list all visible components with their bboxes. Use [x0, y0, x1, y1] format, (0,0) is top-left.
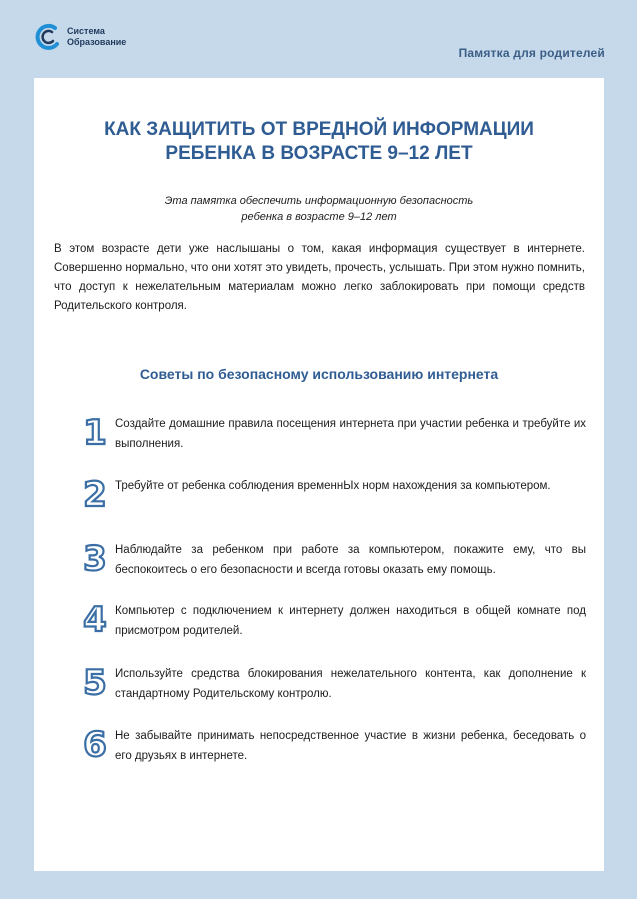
subtitle-line-2: ребенка в возрасте 9–12 лет [241, 211, 397, 223]
brand-line1: Система [67, 26, 105, 36]
tip-item [78, 476, 588, 532]
subtitle-line-1: Эта памятка обеспечить информационную безопасность [164, 195, 474, 207]
tip-item [78, 726, 588, 782]
tips-list [34, 78, 604, 871]
tip-number: 5 [83, 663, 107, 703]
tip-text: Требуйте от ребенка соблюдения временнЫх норм нахождения за компьютером. [115, 480, 551, 492]
tip-text: Создайте домашние правила посещения интернета при участии ребенка и требуйте их выполнения. [115, 418, 586, 450]
tip-number: 4 [83, 600, 107, 640]
tip-text: Используйте средства блокирования нежелательного контента, как дополнение к стандартному Родительскому контролю. [115, 668, 586, 700]
tip-text: Компьютер с подключением к интернету должен находиться в общей комнате под присмотром родителей. [115, 605, 586, 637]
tip-number: 1 [83, 413, 107, 453]
tip-number: 3 [83, 539, 107, 579]
tip-number: 6 [83, 725, 107, 765]
circle-arc-logo-icon [33, 22, 63, 52]
document-card [34, 78, 604, 871]
brand-name [67, 26, 126, 48]
tip-text: Наблюдайте за ребенком при работе за компьютером, покажите ему, что вы беспокоитесь о его безопасности и всегда готовы оказать ему помощь. [115, 544, 586, 576]
title-line-2: РЕБЕНКА В ВОЗРАСТЕ 9–12 ЛЕТ [165, 143, 473, 164]
tip-item [78, 414, 588, 470]
section-title: Советы по безопасному использованию интернета [139, 366, 499, 382]
tip-item [78, 540, 588, 596]
title-line-1: КАК ЗАЩИТИТЬ ОТ ВРЕДНОЙ ИНФОРМАЦИИ [104, 119, 534, 140]
intro-paragraph: В этом возрасте дети уже наслышаны о том, какая информация существует в интернете. Совершенно нормально, что они хотят это увидеть, прочесть, услышать. При этом нужно помнить, что доступ к нежелательным материалам можно легко заблокировать при помощи средств Родительского контроля. [54, 243, 585, 312]
brand-logo [33, 22, 126, 52]
tip-number: 2 [83, 475, 107, 515]
tip-text: Не забывайте принимать непосредственное участие в жизни ребенка, беседовать о его друзьях в интернете. [115, 730, 586, 762]
tip-item [78, 601, 588, 657]
header-tag: Памятка для родителей [458, 46, 605, 60]
brand-line2: Образование [67, 37, 127, 47]
tip-item [78, 664, 588, 720]
